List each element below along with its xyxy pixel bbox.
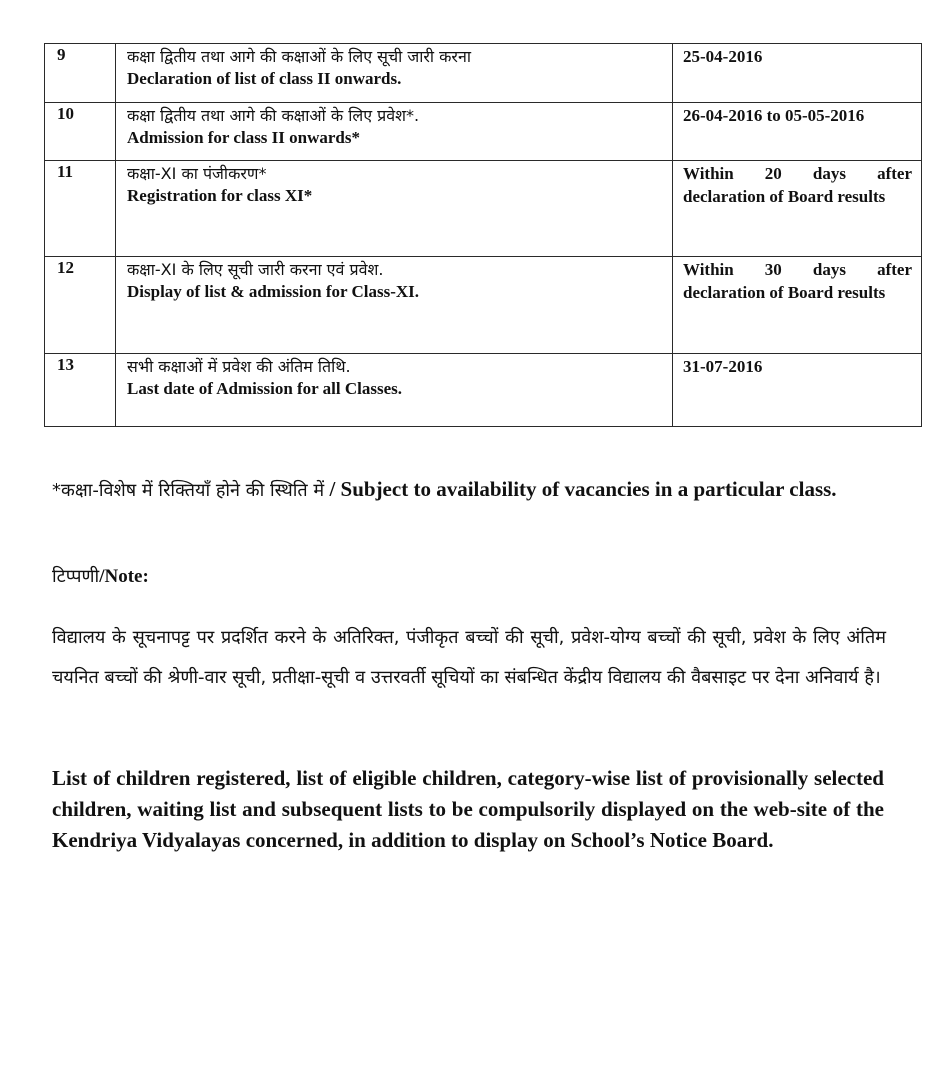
schedule-date: Within 30 days after declaration of Board results <box>673 257 922 354</box>
note-heading <box>52 564 149 588</box>
vacancy-footnote <box>52 471 886 509</box>
footnote-separator: / <box>324 477 341 501</box>
activity-hindi: कक्षा द्वितीय तथा आगे की कक्षाओं के लिए प्रवेश*. <box>127 106 420 125</box>
note-paragraph-english: List of children registered, list of eligible children, category-wise list of provisionally selected children, waiting list and subsequent lists to be compulsorily displayed on the web-site of the Kendriya Vidyalayas concerned, in addition to display on School’s Notice Board. <box>52 766 884 852</box>
activity-cell <box>116 44 673 103</box>
serial-number: 9 <box>45 44 116 103</box>
serial-number: 12 <box>45 257 116 354</box>
admission-schedule-table <box>44 43 922 427</box>
table-row <box>45 354 922 427</box>
schedule-date: 25-04-2016 <box>673 44 922 103</box>
serial-number: 13 <box>45 354 116 427</box>
serial-number: 11 <box>45 161 116 257</box>
note-label-hindi: टिप्पणी <box>52 566 100 587</box>
activity-cell <box>116 354 673 427</box>
footnote-english: Subject to availability of vacancies in a particular class. <box>340 477 837 501</box>
activity-english: Display of list & admission for Class-XI. <box>127 282 420 301</box>
activity-hindi: कक्षा द्वितीय तथा आगे की कक्षाओं के लिए सूची जारी करना <box>127 47 471 66</box>
activity-cell <box>116 103 673 161</box>
footnote-hindi: *कक्षा-विशेष में रिक्तियाँ होने की स्थिति में <box>52 480 325 501</box>
table-row <box>45 161 922 257</box>
table-row <box>45 44 922 103</box>
activity-hindi: कक्षा-XI के लिए सूची जारी करना एवं प्रवेश. <box>127 260 384 279</box>
activity-cell <box>116 161 673 257</box>
activity-english: Registration for class XI* <box>127 186 313 205</box>
schedule-date: Within 20 days after declaration of Board results <box>673 161 922 257</box>
schedule-date: 26-04-2016 to 05-05-2016 <box>673 103 922 161</box>
serial-number: 10 <box>45 103 116 161</box>
note-label-english: /Note: <box>99 566 149 587</box>
note-paragraph-hindi: विद्यालय के सूचनापट्ट पर प्रदर्शित करने के अतिरिक्त, पंजीकृत बच्चों की सूची, प्रवेश-योग्य बच्चों की सूची, प्रवेश के लिए अंतिम चयनित बच्चों की श्रेणी-वार सूची, प्रतीक्षा-सूची व उत्तरवर्ती सूचियों का संबन्धित केंद्रीय विद्यालय की वैबसाइट पर देना अनिवार्य है। <box>52 627 886 688</box>
schedule-date: 31-07-2016 <box>673 354 922 427</box>
activity-english: Admission for class II onwards* <box>127 128 361 147</box>
activity-cell <box>116 257 673 354</box>
activity-hindi: सभी कक्षाओं में प्रवेश की अंतिम तिथि. <box>127 357 351 376</box>
table-row <box>45 103 922 161</box>
activity-english: Last date of Admission for all Classes. <box>127 379 403 398</box>
activity-english: Declaration of list of class II onwards. <box>127 69 402 88</box>
table-row <box>45 257 922 354</box>
activity-hindi: कक्षा-XI का पंजीकरण* <box>127 164 267 183</box>
